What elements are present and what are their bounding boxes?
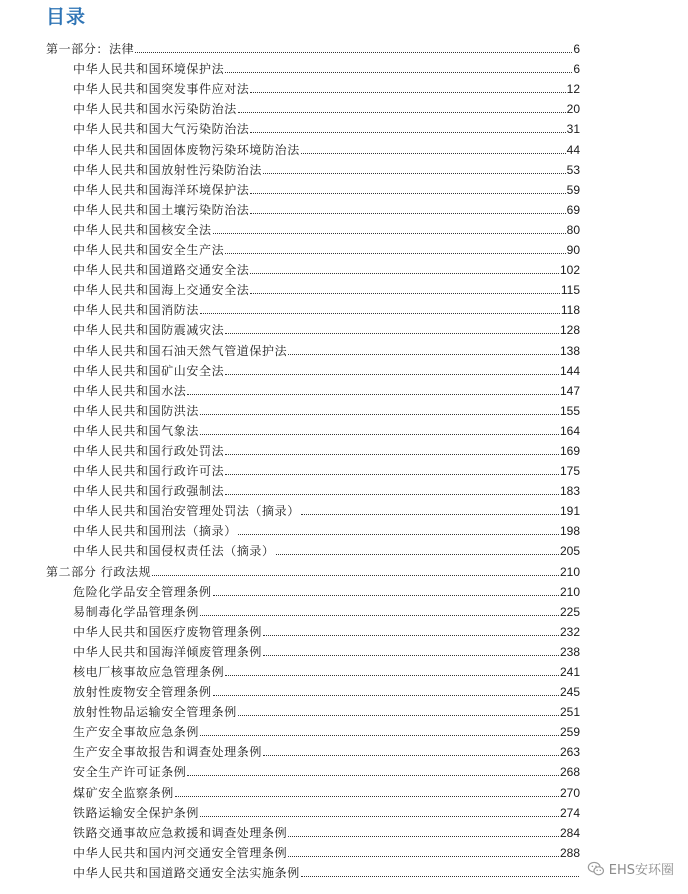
toc-dot-leader: [276, 554, 559, 555]
toc-dot-leader: [238, 534, 559, 535]
page-title: 目录: [46, 6, 87, 28]
toc-page-number: 6: [573, 62, 580, 77]
watermark-text: EHS安环圈: [608, 863, 674, 878]
toc-entry-title: 煤矿安全监察条例: [73, 785, 174, 800]
toc-entry[interactable]: [46, 719, 580, 739]
toc-entry-title: 中华人民共和国固体废物污染环境防治法: [73, 142, 300, 157]
toc-page-number: 210: [559, 584, 580, 599]
toc-page-number: 225: [559, 604, 580, 619]
toc-page-number: 274: [559, 805, 580, 820]
toc-entry-title: 易制毒化学品管理条例: [73, 604, 200, 619]
toc-entry-title: 放射性物品运输安全管理条例: [73, 705, 237, 720]
toc-page-number: 241: [559, 665, 580, 679]
toc-dot-leader: [225, 454, 559, 455]
toc-dot-leader: [238, 715, 559, 716]
toc-entry-title: 中华人民共和国环境保护法: [73, 62, 225, 77]
toc-dot-leader: [250, 132, 565, 133]
toc-dot-leader: [213, 595, 559, 596]
toc-entry[interactable]: [46, 458, 580, 478]
toc-dot-leader: [288, 354, 559, 355]
toc-entry[interactable]: [46, 96, 580, 116]
toc-entry[interactable]: [46, 358, 580, 378]
toc-dot-leader: [288, 856, 559, 857]
toc-dot-leader: [250, 293, 559, 294]
toc-entry-title: 放射性废物安全管理条例: [73, 685, 212, 700]
toc-dot-leader: [225, 333, 559, 334]
toc-dot-leader: [263, 173, 566, 174]
toc-entry-title: 中华人民共和国消防法: [73, 303, 200, 318]
toc-page-number: 147: [559, 383, 580, 398]
toc-entry-title: 中华人民共和国行政强制法: [73, 484, 225, 499]
toc-entry[interactable]: [46, 518, 580, 538]
toc-dot-leader: [263, 655, 559, 656]
toc-dot-leader: [187, 775, 559, 776]
toc-dot-leader: [250, 213, 565, 214]
toc-dot-leader: [263, 635, 559, 636]
toc-page-number: 80: [566, 222, 580, 237]
toc-entry[interactable]: [46, 679, 580, 699]
toc-dot-leader: [238, 112, 566, 113]
toc-entry[interactable]: [46, 659, 580, 679]
toc-page-number: 232: [559, 624, 580, 639]
toc-page-number: 128: [559, 323, 580, 338]
toc-dot-leader: [200, 615, 559, 616]
toc-page-number: 6: [573, 42, 580, 57]
toc-page-number: 245: [559, 685, 580, 700]
toc-entry[interactable]: [46, 197, 580, 217]
toc-entry-title: 中华人民共和国侵权责任法（摘录）: [73, 544, 275, 559]
toc-dot-leader: [288, 836, 559, 837]
toc-page-number: 44: [566, 142, 580, 157]
toc-dot-leader: [301, 153, 566, 154]
toc-entry[interactable]: [46, 116, 580, 136]
toc-dot-leader: [200, 735, 559, 736]
toc-entry[interactable]: [46, 739, 580, 759]
toc-entry-title: 中华人民共和国海洋环境保护法: [73, 182, 250, 197]
toc-page-number: 169: [559, 443, 580, 458]
toc-entry[interactable]: [46, 438, 580, 458]
toc-entry-title: 中华人民共和国石油天然气管道保护法: [73, 343, 288, 358]
toc-entry-title: 中华人民共和国水法: [73, 383, 187, 398]
toc-dot-leader: [200, 414, 559, 415]
toc-entry[interactable]: [46, 478, 580, 498]
toc-entry[interactable]: [46, 297, 580, 317]
toc-page-number: 238: [559, 644, 580, 659]
toc-entry-title: 中华人民共和国防洪法: [73, 403, 200, 418]
toc-entry-title: 中华人民共和国放射性污染防治法: [73, 162, 263, 177]
toc-entry-title: 中华人民共和国内河交通安全管理条例: [73, 845, 288, 860]
toc-page-number: 288: [559, 845, 580, 860]
toc-entry-title: 中华人民共和国水污染防治法: [73, 102, 237, 117]
toc-page-number: 175: [559, 464, 580, 479]
toc-entry-title: 铁路运输安全保护条例: [73, 805, 200, 820]
toc-page-number: 31: [566, 122, 580, 137]
toc-entry-title: 中华人民共和国突发事件应对法: [73, 82, 250, 97]
toc-page-number: 210: [559, 564, 580, 579]
toc-entry-title: 中华人民共和国行政处罚法: [73, 443, 225, 458]
toc-entry[interactable]: [46, 76, 580, 96]
toc-page-number: 118: [560, 303, 580, 318]
toc-entry-title: 中华人民共和国行政许可法: [73, 464, 225, 479]
toc-page-number: 259: [559, 725, 580, 740]
toc-page-number: 191: [559, 504, 580, 519]
toc-page-number: 198: [559, 524, 580, 539]
toc-page-number: 59: [566, 182, 580, 197]
toc-page-number: 138: [559, 343, 580, 358]
toc-entry[interactable]: [46, 639, 580, 659]
toc-dot-leader: [200, 313, 560, 314]
toc-entry-title: 中华人民共和国安全生产法: [73, 243, 225, 258]
toc-entry-title: 中华人民共和国防震减灾法: [73, 323, 225, 338]
toc-entry[interactable]: [46, 136, 580, 156]
toc-entry-title: 中华人民共和国道路交通安全法: [73, 263, 250, 278]
toc-page-number: 115: [560, 283, 580, 298]
toc-entry[interactable]: [46, 337, 580, 357]
toc-dot-leader: [200, 816, 559, 817]
toc-entry[interactable]: [46, 820, 580, 840]
toc-entry[interactable]: [46, 498, 580, 518]
toc-entry[interactable]: [46, 277, 580, 297]
wechat-icon: [587, 860, 605, 878]
toc-page-number: 205: [559, 544, 580, 559]
toc-entry[interactable]: [46, 619, 580, 639]
toc-dot-leader: [187, 394, 559, 395]
toc-page-number: 268: [559, 765, 580, 780]
toc-entry[interactable]: [46, 56, 580, 76]
toc-entry[interactable]: [46, 177, 580, 197]
toc-page-number: 12: [566, 82, 580, 97]
toc-page-number: 53: [566, 162, 580, 177]
toc-entry-title: 中华人民共和国治安管理处罚法（摘录）: [73, 504, 300, 519]
toc-dot-leader: [152, 575, 559, 576]
toc-entry[interactable]: [46, 217, 580, 237]
toc-page-number: 20: [566, 102, 580, 117]
watermark: [587, 859, 674, 878]
toc-page-number: 263: [559, 745, 580, 760]
toc-entry-title: 安全生产许可证条例: [73, 765, 187, 780]
toc-entry[interactable]: [46, 538, 580, 558]
toc-dot-leader: [250, 92, 565, 93]
toc-entry[interactable]: [46, 257, 580, 277]
toc-entry-title: 危险化学品安全管理条例: [73, 584, 212, 599]
toc-dot-leader: [225, 675, 559, 676]
toc-dot-leader: [225, 374, 559, 375]
toc-dot-leader: [263, 755, 559, 756]
toc-entry-title: 中华人民共和国海洋倾废管理条例: [73, 644, 263, 659]
toc-dot-leader: [213, 233, 566, 234]
toc-page-number: 90: [566, 243, 580, 258]
toc-entry[interactable]: [46, 378, 580, 398]
toc-entry[interactable]: [46, 759, 580, 779]
toc-entry[interactable]: [46, 317, 580, 337]
toc-entry[interactable]: [46, 398, 580, 418]
toc-dot-leader: [301, 876, 579, 877]
toc-page-number: 284: [559, 825, 580, 840]
toc-dot-leader: [200, 434, 559, 435]
toc-page-number: 144: [559, 363, 580, 378]
toc-entry[interactable]: [46, 157, 580, 177]
toc-page-number: 155: [559, 403, 580, 418]
toc-entry[interactable]: [46, 599, 580, 619]
toc-section-heading[interactable]: [46, 558, 580, 578]
toc-dot-leader: [225, 253, 565, 254]
toc-entry[interactable]: [46, 840, 580, 860]
toc-dot-leader: [213, 695, 559, 696]
toc-page-number: 164: [559, 423, 580, 438]
toc-dot-leader: [250, 273, 559, 274]
toc-page-number: 270: [559, 785, 580, 800]
toc-dot-leader: [135, 52, 572, 53]
toc-entry-title: 中华人民共和国刑法（摘录）: [73, 524, 237, 539]
toc-dot-leader: [225, 72, 572, 73]
toc-dot-leader: [175, 796, 559, 797]
toc-entry-title: 中华人民共和国土壤污染防治法: [73, 202, 250, 217]
toc-entry-title: 生产安全事故报告和调查处理条例: [73, 745, 263, 760]
toc-page-number: 102: [559, 263, 580, 278]
toc-entry[interactable]: [46, 860, 580, 880]
toc-entry-title: 铁路交通事故应急救援和调查处理条例: [73, 825, 288, 840]
toc-entry-title: 第二部分 行政法规: [46, 564, 152, 579]
toc-dot-leader: [301, 514, 559, 515]
toc-entry-title: 第一部分：法律: [46, 42, 135, 57]
toc-entry-title: 中华人民共和国医疗废物管理条例: [73, 624, 263, 639]
toc-dot-leader: [225, 474, 559, 475]
toc-entry[interactable]: [46, 579, 580, 599]
toc-entry[interactable]: [46, 800, 580, 820]
toc-entry[interactable]: [46, 699, 580, 719]
toc-entry-title: 中华人民共和国道路交通安全法实施条例: [73, 865, 300, 880]
toc-entry[interactable]: [46, 237, 580, 257]
toc-page-number: 183: [559, 484, 580, 499]
toc-section-heading[interactable]: [46, 36, 580, 56]
toc-page-number: 69: [566, 202, 580, 217]
toc-entry[interactable]: [46, 418, 580, 438]
toc-dot-leader: [250, 193, 565, 194]
table-of-contents: [46, 36, 580, 880]
toc-entry-title: 中华人民共和国海上交通安全法: [73, 283, 250, 298]
toc-dot-leader: [225, 494, 559, 495]
toc-entry-title: 中华人民共和国气象法: [73, 423, 200, 438]
toc-entry-title: 中华人民共和国矿山安全法: [73, 363, 225, 378]
toc-entry-title: 中华人民共和国核安全法: [73, 222, 212, 237]
toc-page-number: 251: [559, 705, 580, 720]
toc-entry[interactable]: [46, 779, 580, 799]
toc-entry-title: 中华人民共和国大气污染防治法: [73, 122, 250, 137]
toc-entry-title: 核电厂核事故应急管理条例: [73, 665, 225, 679]
toc-entry-title: 生产安全事故应急条例: [73, 725, 200, 740]
